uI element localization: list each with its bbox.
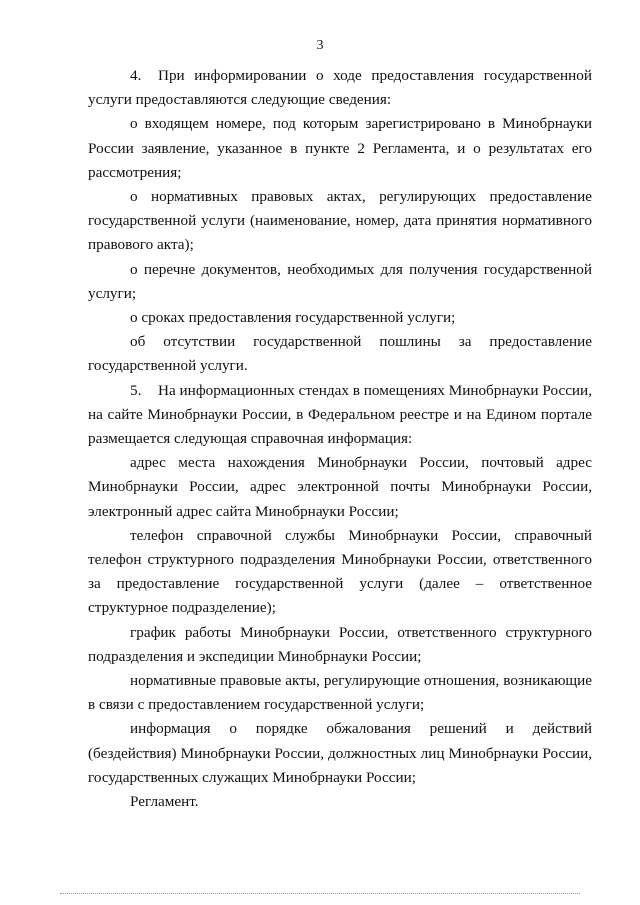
paragraph-item-4 bbox=[88, 64, 592, 112]
paragraph: график работы Минобрнауки России, ответственного структурного подразделения и экспедиции Минобрнауки России; bbox=[88, 623, 592, 665]
paragraph: о входящем номере, под которым зарегистрировано в Минобрнауки России заявление, указанное в пункте 2 Регламента, и о результатах его рассмотрения; bbox=[88, 115, 592, 181]
paragraph: об отсутствии государственной пошлины за предоставление государственной услуги. bbox=[88, 333, 592, 375]
paragraph: о перечне документов, необходимых для получения государственной услуги; bbox=[88, 260, 592, 302]
paragraph: адрес места нахождения Минобрнауки России, почтовый адрес Минобрнауки России, адрес электронной почты Минобрнауки России, электронный адрес сайта Минобрнауки России; bbox=[88, 454, 592, 520]
paragraph-text: На информационных стендах в помещениях Минобрнауки России, на сайте Минобрнауки России, в Федеральном реестре и на Едином портале размещается следующая справочная информация: bbox=[88, 381, 592, 448]
paragraph: Регламент. bbox=[130, 793, 199, 811]
paragraph: о нормативных правовых актах, регулирующих предоставление государственной услуги (наименование, номер, дата принятия нормативного правового акта); bbox=[88, 188, 592, 254]
paragraph-number: 5. bbox=[130, 381, 142, 399]
paragraph-number: 4. bbox=[130, 67, 142, 84]
paragraph-item-5 bbox=[88, 379, 592, 452]
paragraph: информация о порядке обжалования решений и действий (бездействия) Минобрнауки России, должностных лиц Минобрнауки России, государственных служащих Минобрнауки России; bbox=[88, 720, 592, 786]
paragraph: нормативные правовые акты, регулирующие отношения, возникающие в связи с предоставлением государственной услуги; bbox=[88, 672, 592, 714]
scan-edge-divider bbox=[60, 893, 580, 894]
paragraph: телефон справочной службы Минобрнауки России, справочный телефон структурного подразделения Минобрнауки России, ответственного за предоставление государственной услуги (далее – ответственное структурное подразделение); bbox=[88, 526, 592, 617]
document-body bbox=[88, 64, 592, 814]
paragraph-text: При информировании о ходе предоставления государственной услуги предоставляются следующие сведения: bbox=[88, 67, 592, 109]
page-number: 3 bbox=[316, 38, 324, 53]
paragraph: о сроках предоставления государственной услуги; bbox=[130, 309, 456, 327]
